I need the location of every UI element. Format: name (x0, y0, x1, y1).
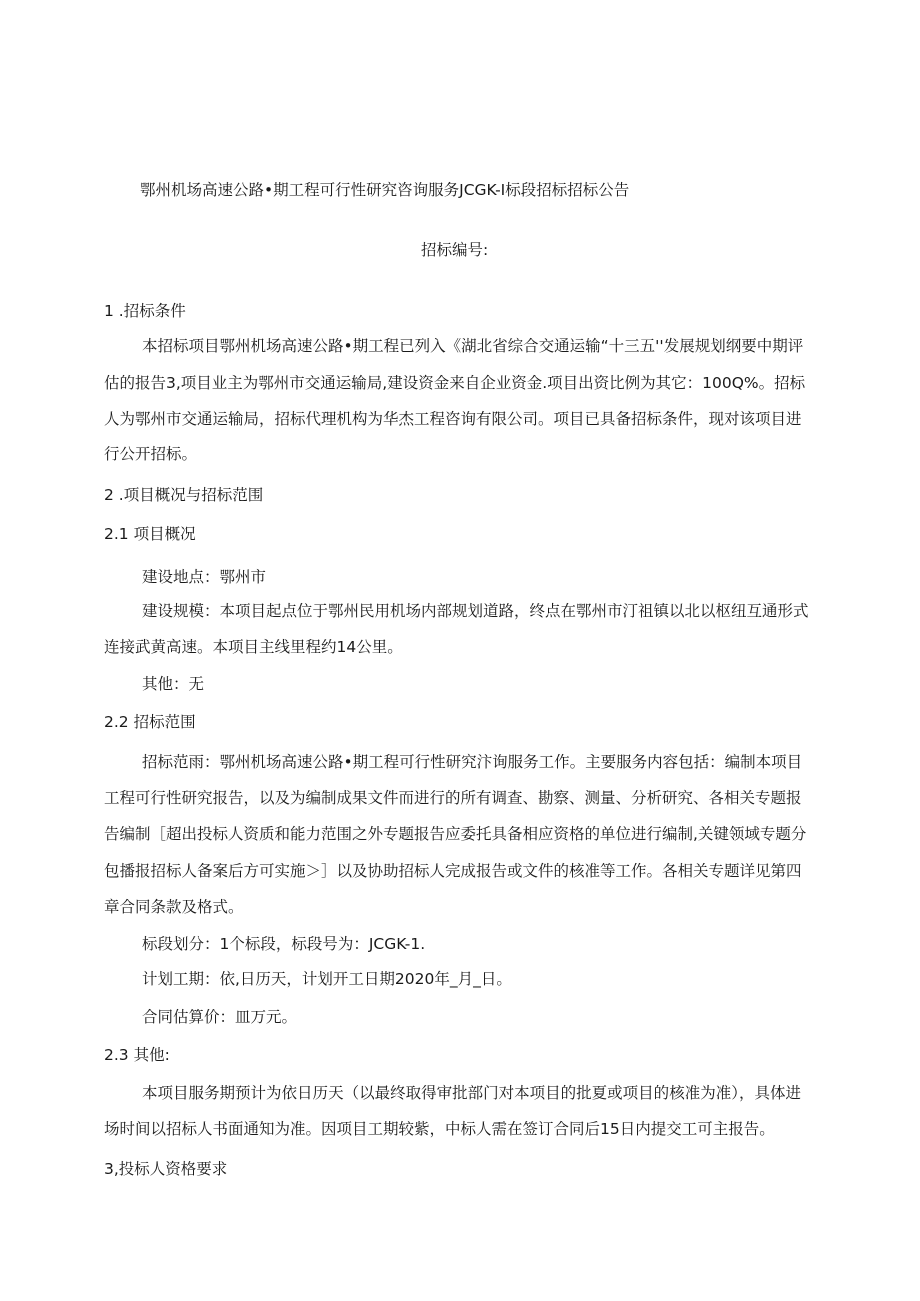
scope-paragraph-line: 工程可行性研究报告，以及为编制成果文件而进行的所有调查、勘察、测量、分析研究、各相关专题报 (104, 789, 802, 807)
section-division: 标段划分：1个标段，标段号为：JCGK-1. (142, 935, 426, 953)
scope-paragraph-line: 包播报招标人备案后方可实施＞］以及协助招标人完成报告或文件的核准等工作。各相关专题详见第四 (104, 862, 802, 880)
scope-paragraph-line: 招标范雨：鄂州机场高速公路•期工程可行性研究汴询服务工作。主要服务内容包括：编制本项目 (142, 753, 803, 771)
section-1-paragraph-line: 估的报告3,项目业主为鄂州市交通运输局,建设资金来自企业资金.项目出资比例为其它：100Q%。招标 (104, 374, 806, 392)
section-2-3-heading: 2.3 其他: (104, 1046, 170, 1064)
section-2-1-heading: 2.1 项目概况 (104, 525, 196, 543)
scope-paragraph-line: 告编制［超出投标人资质和能力范围之外专题报告应委托具备相应资格的单位进行编制,关键领域专题分 (104, 825, 807, 843)
section-1-paragraph-line: 行公开招标。 (104, 445, 198, 463)
section-1-paragraph-line: 本招标项目鄂州机场高速公路•期工程已列入《湖北省综合交通运输“十三五''发展规划纲要中期评 (142, 337, 804, 355)
construction-location: 建设地点：鄂州市 (142, 568, 267, 586)
other-paragraph-line: 场时间以招标人书面通知为准。因项目工期较紫，中标人需在签订合同后15日内提交工可主报告。 (104, 1120, 775, 1138)
scope-paragraph-line: 章合同条款及格式。 (104, 898, 244, 916)
section-2-heading: 2 .项目概况与招标范围 (104, 486, 264, 504)
section-2-2-heading: 2.2 招标范围 (104, 713, 196, 731)
document-title: 鄂州机场高速公路•期工程可行性研究咨询服务JCGK-I标段招标招标公告 (140, 181, 630, 199)
other-paragraph-line: 本项目服务期预计为依日历天（以最终取得审批部门对本项目的批夏或项目的核准为准），具体进 (142, 1084, 801, 1102)
section-1-heading: 1 .招标条件 (104, 302, 186, 320)
section-1-paragraph-line: 人为鄂州市交通运输局，招标代理机构为华杰工程咨询有限公司。项目已具备招标条件，现对该项目进 (104, 410, 802, 428)
contract-estimate: 合同估算价：皿万元。 (142, 1008, 298, 1026)
construction-scale-line: 建设规模：本项目起点位于鄂州民用机场内部规划道路，终点在鄂州市汀祖镇以北以枢纽互通形式 (142, 602, 809, 620)
construction-scale-line: 连接武黄高速。本项目主线里程约14公里。 (104, 638, 403, 656)
bid-number-label: 招标编号: (421, 241, 489, 259)
section-3-heading: 3,投标人资格要求 (104, 1160, 228, 1178)
planned-period: 计划工期：依,日历天，计划开工日期2020年_月_日。 (142, 970, 512, 988)
other-info: 其他：无 (142, 675, 205, 693)
